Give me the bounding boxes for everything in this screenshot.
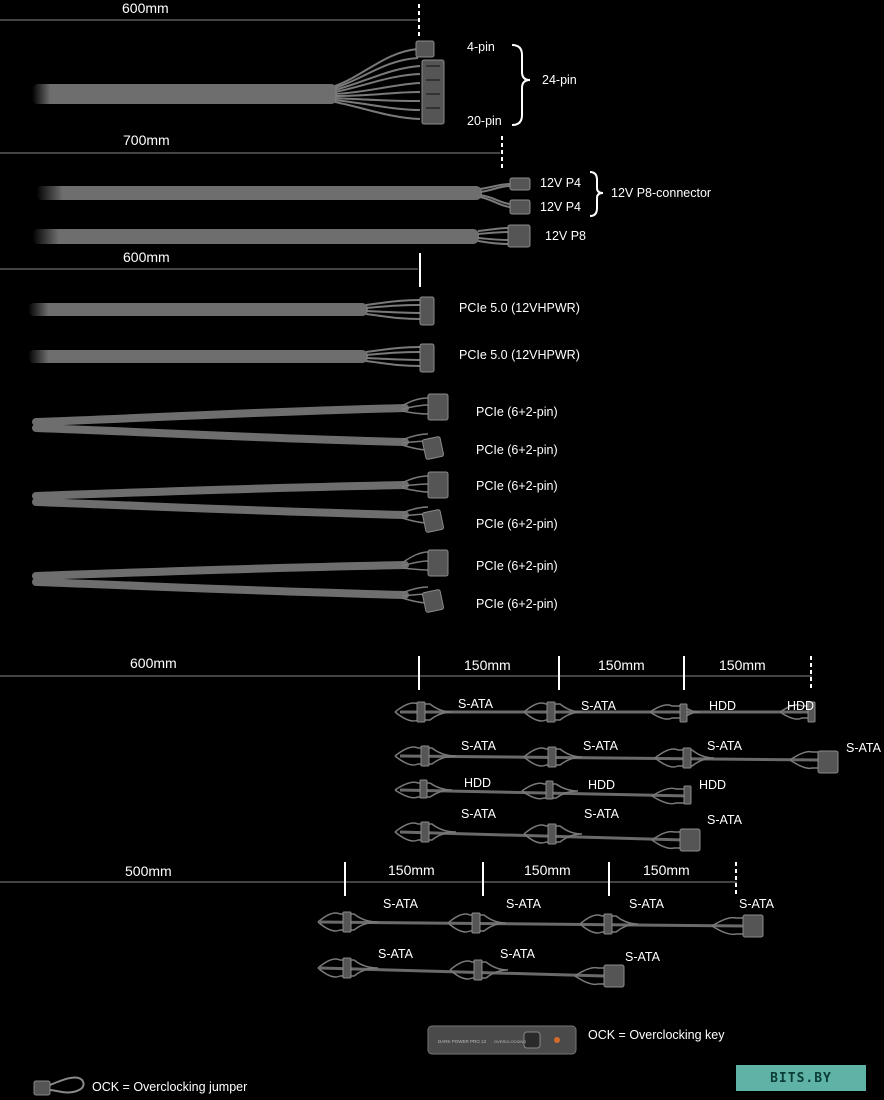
sata600-r4-label3: S-ATA (707, 813, 742, 827)
pcie-pair3-cable-top (36, 565, 405, 576)
sata600-length-main: 600mm (130, 655, 177, 671)
pcie5-cable-a-sleeve (28, 303, 368, 316)
sata500-r2-label3: S-ATA (625, 950, 660, 964)
atx-4pin-label: 4-pin (467, 40, 495, 54)
pcie-connector-3 (428, 472, 448, 498)
sata-500-cables (0, 862, 763, 987)
ock-key-label: OCK = Overclocking key (588, 1028, 725, 1042)
ock-jumper-plug (34, 1081, 50, 1095)
sata600-seg1: 150mm (464, 657, 511, 673)
pcie5-cables (0, 253, 434, 372)
atx-20pin-connector (422, 60, 444, 124)
pcie5-cable-b-sleeve (28, 350, 368, 363)
ock-jumper-label: OCK = Overclocking jumper (92, 1080, 248, 1094)
sata600-r4-label2: S-ATA (584, 807, 619, 821)
pcie-pair2-cable-top (36, 485, 405, 496)
cpu-p8-connector-label: 12V P8-connector (611, 186, 712, 200)
sata600-row1 (14, 702, 815, 722)
sata600-r4-label1: S-ATA (461, 807, 496, 821)
atx-24pin-label: 24-pin (542, 73, 577, 87)
cpu-12v-cables (0, 136, 603, 247)
pcie-connector-1 (428, 394, 448, 420)
cpu-p4-connector-a (510, 178, 530, 190)
ock-key-brand-text: DARK POWER PRO 13 (438, 1039, 487, 1044)
sata500-row2 (30, 958, 624, 987)
cpu-p4-label-a: 12V P4 (540, 176, 582, 190)
atx-20pin-label: 20-pin (467, 114, 502, 128)
sata600-r3-label3: HDD (699, 778, 727, 792)
sata500-r1-label3: S-ATA (629, 897, 664, 911)
ock-key-cable (30, 1026, 576, 1054)
cpu-p8-label: 12V P8 (545, 229, 587, 243)
sata600-r1-label1: S-ATA (458, 697, 493, 711)
ock-jumper (34, 1077, 84, 1095)
pcie5-label-b: PCIe 5.0 (12VHPWR) (459, 348, 580, 362)
sata500-row1 (14, 912, 763, 937)
cpu-p8-connector (508, 225, 530, 247)
pcie5-length-label: 600mm (123, 249, 170, 265)
sata500-r1-label4: S-ATA (739, 897, 774, 911)
sata500-r1-label1: S-ATA (383, 897, 418, 911)
sata500-r2-label1: S-ATA (378, 947, 413, 961)
pcie-label-5: PCIe (6+2-pin) (476, 559, 558, 573)
sata500-seg3: 150mm (643, 862, 690, 878)
pcie-connector-6 (422, 589, 444, 612)
sata600-r2-label4: S-ATA (846, 741, 881, 755)
pcie5-connector-a (420, 297, 434, 325)
pcie-connector-4 (422, 509, 444, 532)
sata600-seg2: 150mm (598, 657, 645, 673)
atx-length-label: 600mm (122, 0, 169, 16)
pcie-label-3: PCIe (6+2-pin) (476, 479, 558, 493)
sata600-r1-label3: HDD (709, 699, 737, 713)
atx-wire-fan (335, 49, 420, 119)
sata500-seg2: 150mm (524, 862, 571, 878)
cpu-p8-connector-cable-sleeve (36, 186, 482, 200)
cpu-p4-label-b: 12V P4 (540, 200, 582, 214)
cpu-p8-brace (590, 172, 603, 216)
sata600-r1-label4: HDD (787, 699, 815, 713)
pcie-connector-2 (422, 436, 444, 459)
sata600-r2-label2: S-ATA (583, 739, 618, 753)
sata600-r1-label2: S-ATA (581, 699, 616, 713)
pcie-pair3-cable-bottom (36, 582, 405, 595)
sata600-row4 (34, 822, 700, 851)
ock-jumper-loop (50, 1077, 84, 1092)
sata600-seg3: 150mm (719, 657, 766, 673)
pcie-pair2-cable-bottom (36, 502, 405, 515)
pcie5-connector-b (420, 344, 434, 372)
pcie-6plus2-cables (36, 394, 448, 613)
cpu-length-label: 700mm (123, 132, 170, 148)
sata600-r3-label1: HDD (464, 776, 492, 790)
atx-cable-sleeve (32, 84, 337, 104)
sata600-r2-label3: S-ATA (707, 739, 742, 753)
sata500-length-main: 500mm (125, 863, 172, 879)
sata600-r3-label2: HDD (588, 778, 616, 792)
pcie-label-4: PCIe (6+2-pin) (476, 517, 558, 531)
sata500-r1-label2: S-ATA (506, 897, 541, 911)
sata500-r2-label2: S-ATA (500, 947, 535, 961)
cpu-p8-cable-sleeve (32, 229, 479, 244)
atx-24pin-brace (512, 45, 530, 125)
pcie-pair1-cable-top (36, 408, 405, 422)
sata600-r2-label1: S-ATA (461, 739, 496, 753)
pcie-label-2: PCIe (6+2-pin) (476, 443, 558, 457)
pcie-pair1-cable-bottom (36, 428, 405, 442)
watermark-logo: BITS.BY (736, 1065, 866, 1091)
pcie5-label-a: PCIe 5.0 (12VHPWR) (459, 301, 580, 315)
atx-24pin-cable (0, 4, 530, 125)
cpu-p4-connector-b (510, 200, 530, 214)
sata500-seg1: 150mm (388, 862, 435, 878)
ock-key-mid-text: OVERCLOCKING (494, 1039, 527, 1044)
atx-4pin-connector (416, 41, 434, 57)
pcie-connector-5 (428, 550, 448, 576)
pcie-label-1: PCIe (6+2-pin) (476, 405, 558, 419)
pcie-label-6: PCIe (6+2-pin) (476, 597, 558, 611)
